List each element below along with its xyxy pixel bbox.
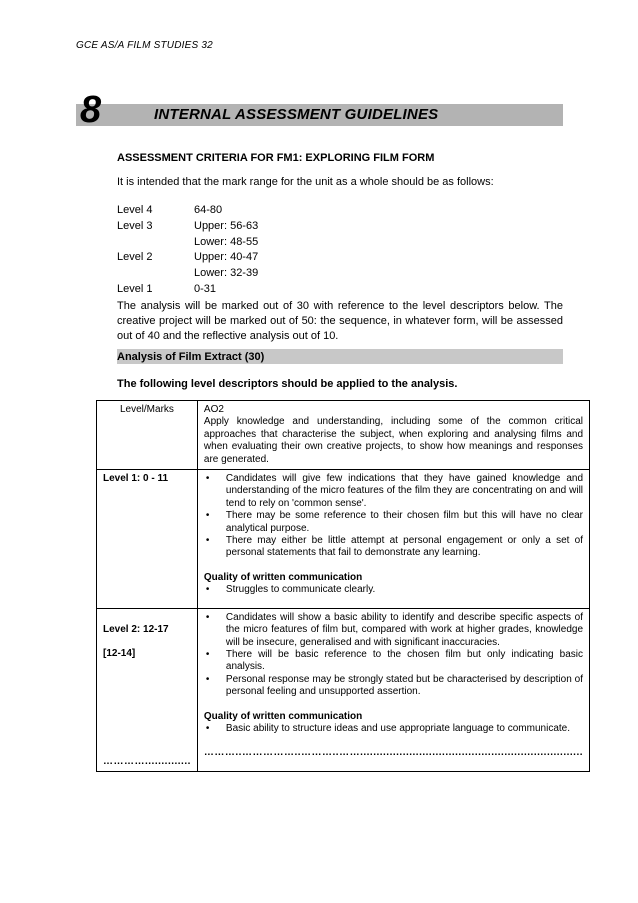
qwc-heading: Quality of written communication bbox=[203, 571, 363, 583]
bullet-text: There may either be little attempt at personal engagement or only a set of personal statements that fail to demonstrate any learning. bbox=[225, 535, 584, 559]
bullet-icon: • bbox=[205, 722, 210, 734]
level-label bbox=[117, 266, 194, 282]
dotted-continuation: ………….............. bbox=[103, 755, 191, 767]
bullet-icon: • bbox=[205, 510, 210, 522]
bullet-item bbox=[204, 535, 583, 560]
level-label bbox=[117, 235, 194, 251]
bullet-item bbox=[204, 584, 583, 596]
level-range: Upper: 40-47 bbox=[194, 251, 259, 264]
table-row bbox=[97, 608, 590, 771]
intro-text: It is intended that the mark range for the unit as a whole should be as follows: bbox=[117, 176, 494, 188]
bullet-icon: • bbox=[205, 673, 210, 685]
mark-range-row bbox=[117, 235, 258, 251]
level-range: 64-80 bbox=[194, 204, 223, 216]
level-cell bbox=[97, 608, 198, 771]
level-label: Level 2: 12-17 bbox=[103, 623, 169, 635]
ao2-description: Apply knowledge and understanding, including some of the common critical approaches that characterise the subject, when exploring and analysing films and when evaluating their own creative projects, to show how meanings and responses are generated. bbox=[203, 416, 584, 465]
section-title: INTERNAL ASSESSMENT GUIDELINES bbox=[154, 106, 439, 123]
level-descriptor-table bbox=[96, 400, 590, 772]
mark-range-list bbox=[117, 203, 258, 298]
bullet-item bbox=[204, 612, 583, 649]
mark-range-row bbox=[117, 219, 258, 235]
descriptor-cell bbox=[197, 608, 589, 771]
marking-paragraph: The analysis will be marked out of 30 with reference to the level descriptors below. The creative project will be marked out of 50: the sequence, in whatever form, will be assessed out of 40 and the reflective analysis out of 10. bbox=[117, 300, 563, 342]
mark-range-row bbox=[117, 203, 258, 219]
bullet-item bbox=[204, 674, 583, 699]
bullet-text: There may be some reference to their chosen film but this will have no clear analytical purpose. bbox=[225, 510, 584, 534]
dotted-continuation: ………..……………..………..…….................................................................... bbox=[203, 747, 584, 759]
bullet-text: There will be basic reference to the chosen film but only indicating basic analysis. bbox=[225, 648, 584, 673]
bullet-icon: • bbox=[205, 584, 210, 596]
level-label: Level 3 bbox=[117, 219, 153, 232]
bullet-text: Candidates will give few indications that they have gained knowledge and understanding of the micro features of the film they are concentrating on and will tend to rely on 'common sense'. bbox=[225, 473, 584, 509]
level-range: Lower: 32-39 bbox=[194, 267, 259, 280]
bullet-icon: • bbox=[205, 648, 210, 660]
level-range: Lower: 48-55 bbox=[194, 235, 259, 248]
level-cell bbox=[97, 470, 198, 609]
ao2-header: AO2 bbox=[203, 404, 224, 415]
ao2-header-cell bbox=[197, 401, 589, 470]
bullet-text: Struggles to communicate clearly. bbox=[225, 584, 376, 596]
descriptor-cell bbox=[197, 470, 589, 609]
descriptor-intro: The following level descriptors should be applied to the analysis. bbox=[117, 378, 458, 390]
bullet-item bbox=[204, 473, 583, 510]
bullet-item bbox=[204, 510, 583, 535]
criteria-heading: ASSESSMENT CRITERIA FOR FM1: EXPLORING FILM FORM bbox=[117, 152, 435, 164]
table-header-row bbox=[97, 401, 590, 470]
level-label: Level 1 bbox=[117, 282, 153, 295]
level-range: 0-31 bbox=[194, 282, 217, 295]
level-label: Level 1: 0 - 11 bbox=[103, 473, 169, 485]
bullet-icon: • bbox=[205, 611, 210, 623]
bullet-item bbox=[204, 723, 583, 735]
bullet-text: Personal response may be strongly stated but be characterised by description of personal feeling and unsupported assertion. bbox=[225, 673, 584, 698]
bullet-text: Basic ability to structure ideas and use appropriate language to communicate. bbox=[225, 722, 570, 734]
running-header: GCE AS/A FILM STUDIES 32 bbox=[76, 40, 213, 51]
mark-range-row bbox=[117, 266, 258, 282]
subsection-title: Analysis of Film Extract (30) bbox=[117, 351, 265, 363]
bullet-icon: • bbox=[205, 535, 210, 547]
level-range: Upper: 56-63 bbox=[194, 219, 259, 232]
level-label: Level 4 bbox=[117, 204, 153, 216]
qwc-heading: Quality of written communication bbox=[203, 710, 363, 722]
bullet-text: Candidates will show a basic ability to identify and describe specific aspects of the micro features of film but, compared with work at higher grades, knowledge will be insecure, generalised and with significant inaccuracies. bbox=[225, 611, 584, 648]
section-number: 8 bbox=[80, 89, 102, 131]
bullet-item bbox=[204, 649, 583, 674]
level-marks-header: Level/Marks bbox=[97, 401, 198, 470]
mark-range-row bbox=[117, 250, 258, 266]
level-sub-range: [12-14] bbox=[103, 648, 136, 660]
mark-range-row bbox=[117, 282, 258, 298]
table-row bbox=[97, 470, 590, 609]
bullet-icon: • bbox=[205, 473, 210, 485]
level-label: Level 2 bbox=[117, 251, 153, 264]
